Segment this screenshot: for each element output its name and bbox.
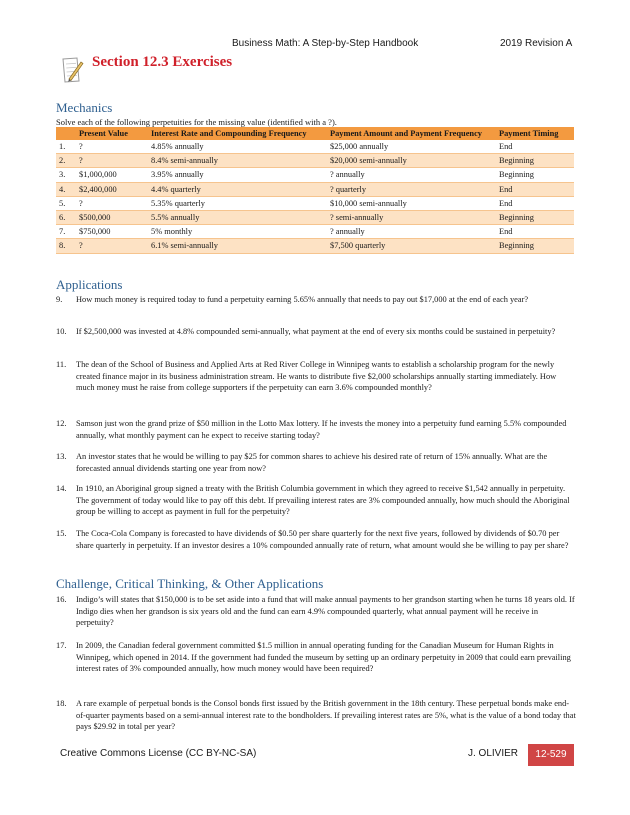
- challenge-heading: Challenge, Critical Thinking, & Other Applications: [56, 576, 324, 591]
- table-cell: End: [499, 184, 513, 194]
- table-cell: Beginning: [499, 156, 534, 166]
- table-cell: ?: [79, 156, 83, 166]
- question-number: 15.: [56, 529, 67, 538]
- question-text: How much money is required today to fund a perpetuity earning 5.65% annually that needs to pay out $17,000 at the end of each year?: [76, 295, 529, 304]
- table-cell: 7.: [59, 227, 66, 237]
- table-cell: ? annually: [330, 227, 365, 237]
- table-cell: $10,000 semi-annually: [330, 198, 407, 208]
- revision-label: 2019 Revision A: [500, 38, 573, 49]
- table-header-row: [56, 127, 574, 140]
- table-cell: 5.: [59, 198, 66, 208]
- question-item: [56, 528, 576, 551]
- table-row: [56, 182, 574, 196]
- table-cell: Beginning: [499, 170, 534, 180]
- table-row: [56, 196, 574, 210]
- column-header: Payment Timing: [499, 129, 559, 138]
- table-cell: Beginning: [499, 213, 534, 223]
- table-row: [56, 239, 574, 253]
- book-title: Business Math: A Step-by-Step Handbook: [232, 38, 419, 49]
- question-number: 18.: [56, 699, 67, 708]
- page-header: [0, 38, 630, 52]
- question-number: 17.: [56, 641, 67, 650]
- column-header: [56, 127, 76, 140]
- table-cell: End: [499, 198, 513, 208]
- question-text: Samson just won the grand prize of $50 million in the Lotto Max lottery. If he invests the money into a perpetuity fund earning 5.5% compounded annually, what monthly payment can he expect to receive starting today?: [76, 419, 567, 440]
- table-cell: End: [499, 227, 513, 237]
- table-cell: 4.: [59, 184, 66, 194]
- table-cell: ?: [79, 241, 83, 251]
- table-cell: ? annually: [330, 170, 365, 180]
- table-cell: 2.: [59, 156, 66, 166]
- question-text: The Coca-Cola Company is forecasted to have dividends of $0.50 per share quarterly for the next five years, followed by dividends of $0.70 per share quarterly in perpetuity. If an investor desires a 10% compounded annually rate of return, what amount would she be willing to pay per share?: [76, 529, 569, 550]
- table-cell: 5.35% quarterly: [151, 198, 205, 208]
- table-cell: 4.4% quarterly: [151, 184, 201, 194]
- question-text: If $2,500,000 was invested at 4.8% compounded semi-annually, what payment at the end of every six months could be sustained in perpetuity?: [76, 327, 556, 336]
- notepad-pencil-icon: [60, 55, 84, 85]
- question-item: [56, 418, 576, 441]
- table-cell: Beginning: [499, 241, 534, 251]
- table-cell: $20,000 semi-annually: [330, 156, 407, 166]
- table-cell: 8.: [59, 241, 66, 251]
- question-item: [56, 359, 576, 394]
- table-cell: ? semi-annually: [330, 213, 384, 223]
- question-text: An investor states that he would be willing to pay $25 for common shares to achieve his desired rate of return of 15% annually. What are the forecasted annual dividends starting one year from now?: [76, 452, 548, 473]
- table-cell: 4.85% annually: [151, 142, 204, 152]
- section-title: Section 12.3 Exercises: [92, 54, 233, 70]
- question-number: 11.: [56, 360, 67, 369]
- table-row: [56, 140, 574, 154]
- question-item: [56, 483, 576, 518]
- table-cell: 5% monthly: [151, 227, 193, 237]
- table-cell: 5.5% annually: [151, 213, 200, 223]
- question-number: 9.: [56, 295, 63, 304]
- table-cell: ? quarterly: [330, 184, 367, 194]
- author-name: J. OLIVIER: [468, 748, 519, 759]
- applications-heading: Applications: [56, 277, 123, 292]
- table-cell: 6.: [59, 213, 66, 223]
- page-number: 12-529: [528, 744, 574, 766]
- question-item: [56, 640, 576, 675]
- question-item: [56, 594, 576, 629]
- table-row: [56, 168, 574, 182]
- question-number: 12.: [56, 419, 67, 428]
- question-text: The dean of the School of Business and Applied Arts at Red River College in Winnipeg wants to establish a scholarship program for the newly created finance major in its business administration stream. He wants to distribute five $2,000 scholarships annually starting immediately. How much money must he raise from college supporters if the perpetuity can earn 3.6% compounded monthly?: [76, 360, 557, 392]
- table-cell: End: [499, 142, 513, 152]
- table-cell: ?: [79, 142, 83, 152]
- question-text: A rare example of perpetual bonds is the Consol bonds first issued by the British government in the 18th century. These perpetual bonds make end-of-quarter payments based on a semi-annual interest rate to the bondholders. If prevailing interest rates are 5%, what is the value of a bond today that pays $29.92 in total per year?: [76, 699, 576, 731]
- table-cell: 3.: [59, 170, 66, 180]
- table-cell: $750,000: [79, 227, 111, 237]
- table-cell: $25,000 annually: [330, 142, 389, 152]
- question-item: [56, 326, 576, 338]
- mechanics-instruction: Solve each of the following perpetuities for the missing value (identified with a ?).: [56, 117, 337, 127]
- question-item: [56, 451, 576, 474]
- question-item: [56, 294, 576, 306]
- table-row: [56, 210, 574, 224]
- question-text: Indigo’s will states that $150,000 is to be set aside into a fund that will make annual payments to her grandson starting when he turns 18 years old. If Indigo dies when her grandson is six years old and the fund can earn 4.9% compounded quarterly, what annual payment will he receive in perpetuity?: [76, 595, 575, 627]
- question-text: In 2009, the Canadian federal government committed $1.5 million in annual operating funding for the Canadian Museum for Human Rights in Winnipeg, which opened in 2014. If the government had funded the museum by setting up an ordinary perpetuity in 2009 that could earn prevailing interest rates of 3% compounded annually, how much money would have been required?: [76, 641, 571, 673]
- column-header: Present Value: [79, 129, 128, 138]
- table-cell: 1.: [59, 142, 66, 152]
- table-cell: $2,400,000: [79, 184, 117, 194]
- page-footer: [0, 744, 630, 766]
- table-cell: 6.1% semi-annually: [151, 241, 218, 251]
- table-cell: $500,000: [79, 213, 111, 223]
- perpetuity-table: [56, 127, 574, 254]
- table-cell: 3.95% annually: [151, 170, 204, 180]
- mechanics-heading: Mechanics: [56, 100, 113, 115]
- column-header: Payment Amount and Payment Frequency: [330, 129, 482, 138]
- table-cell: 8.4% semi-annually: [151, 156, 218, 166]
- license-text: Creative Commons License (CC BY-NC-SA): [60, 748, 257, 759]
- table-cell: $1,000,000: [79, 170, 117, 180]
- question-number: 16.: [56, 595, 67, 604]
- question-item: [56, 698, 576, 733]
- table-cell: ?: [79, 198, 83, 208]
- question-number: 10.: [56, 327, 67, 336]
- table-row: [56, 154, 574, 168]
- question-text: In 1910, an Aboriginal group signed a treaty with the British Columbia government in which they agreed to receive $1,542 annually in perpetuity. The government of today would like to pay off this debt. If prevailing interest rates are 3% compounded annually, how much should the Aboriginal group be willing to accept as payment in full for the perpetuity?: [76, 484, 570, 516]
- column-header: Interest Rate and Compounding Frequency: [151, 129, 307, 138]
- table-row: [56, 225, 574, 239]
- question-number: 13.: [56, 452, 67, 461]
- table-cell: $7,500 quarterly: [330, 241, 386, 251]
- question-number: 14.: [56, 484, 67, 493]
